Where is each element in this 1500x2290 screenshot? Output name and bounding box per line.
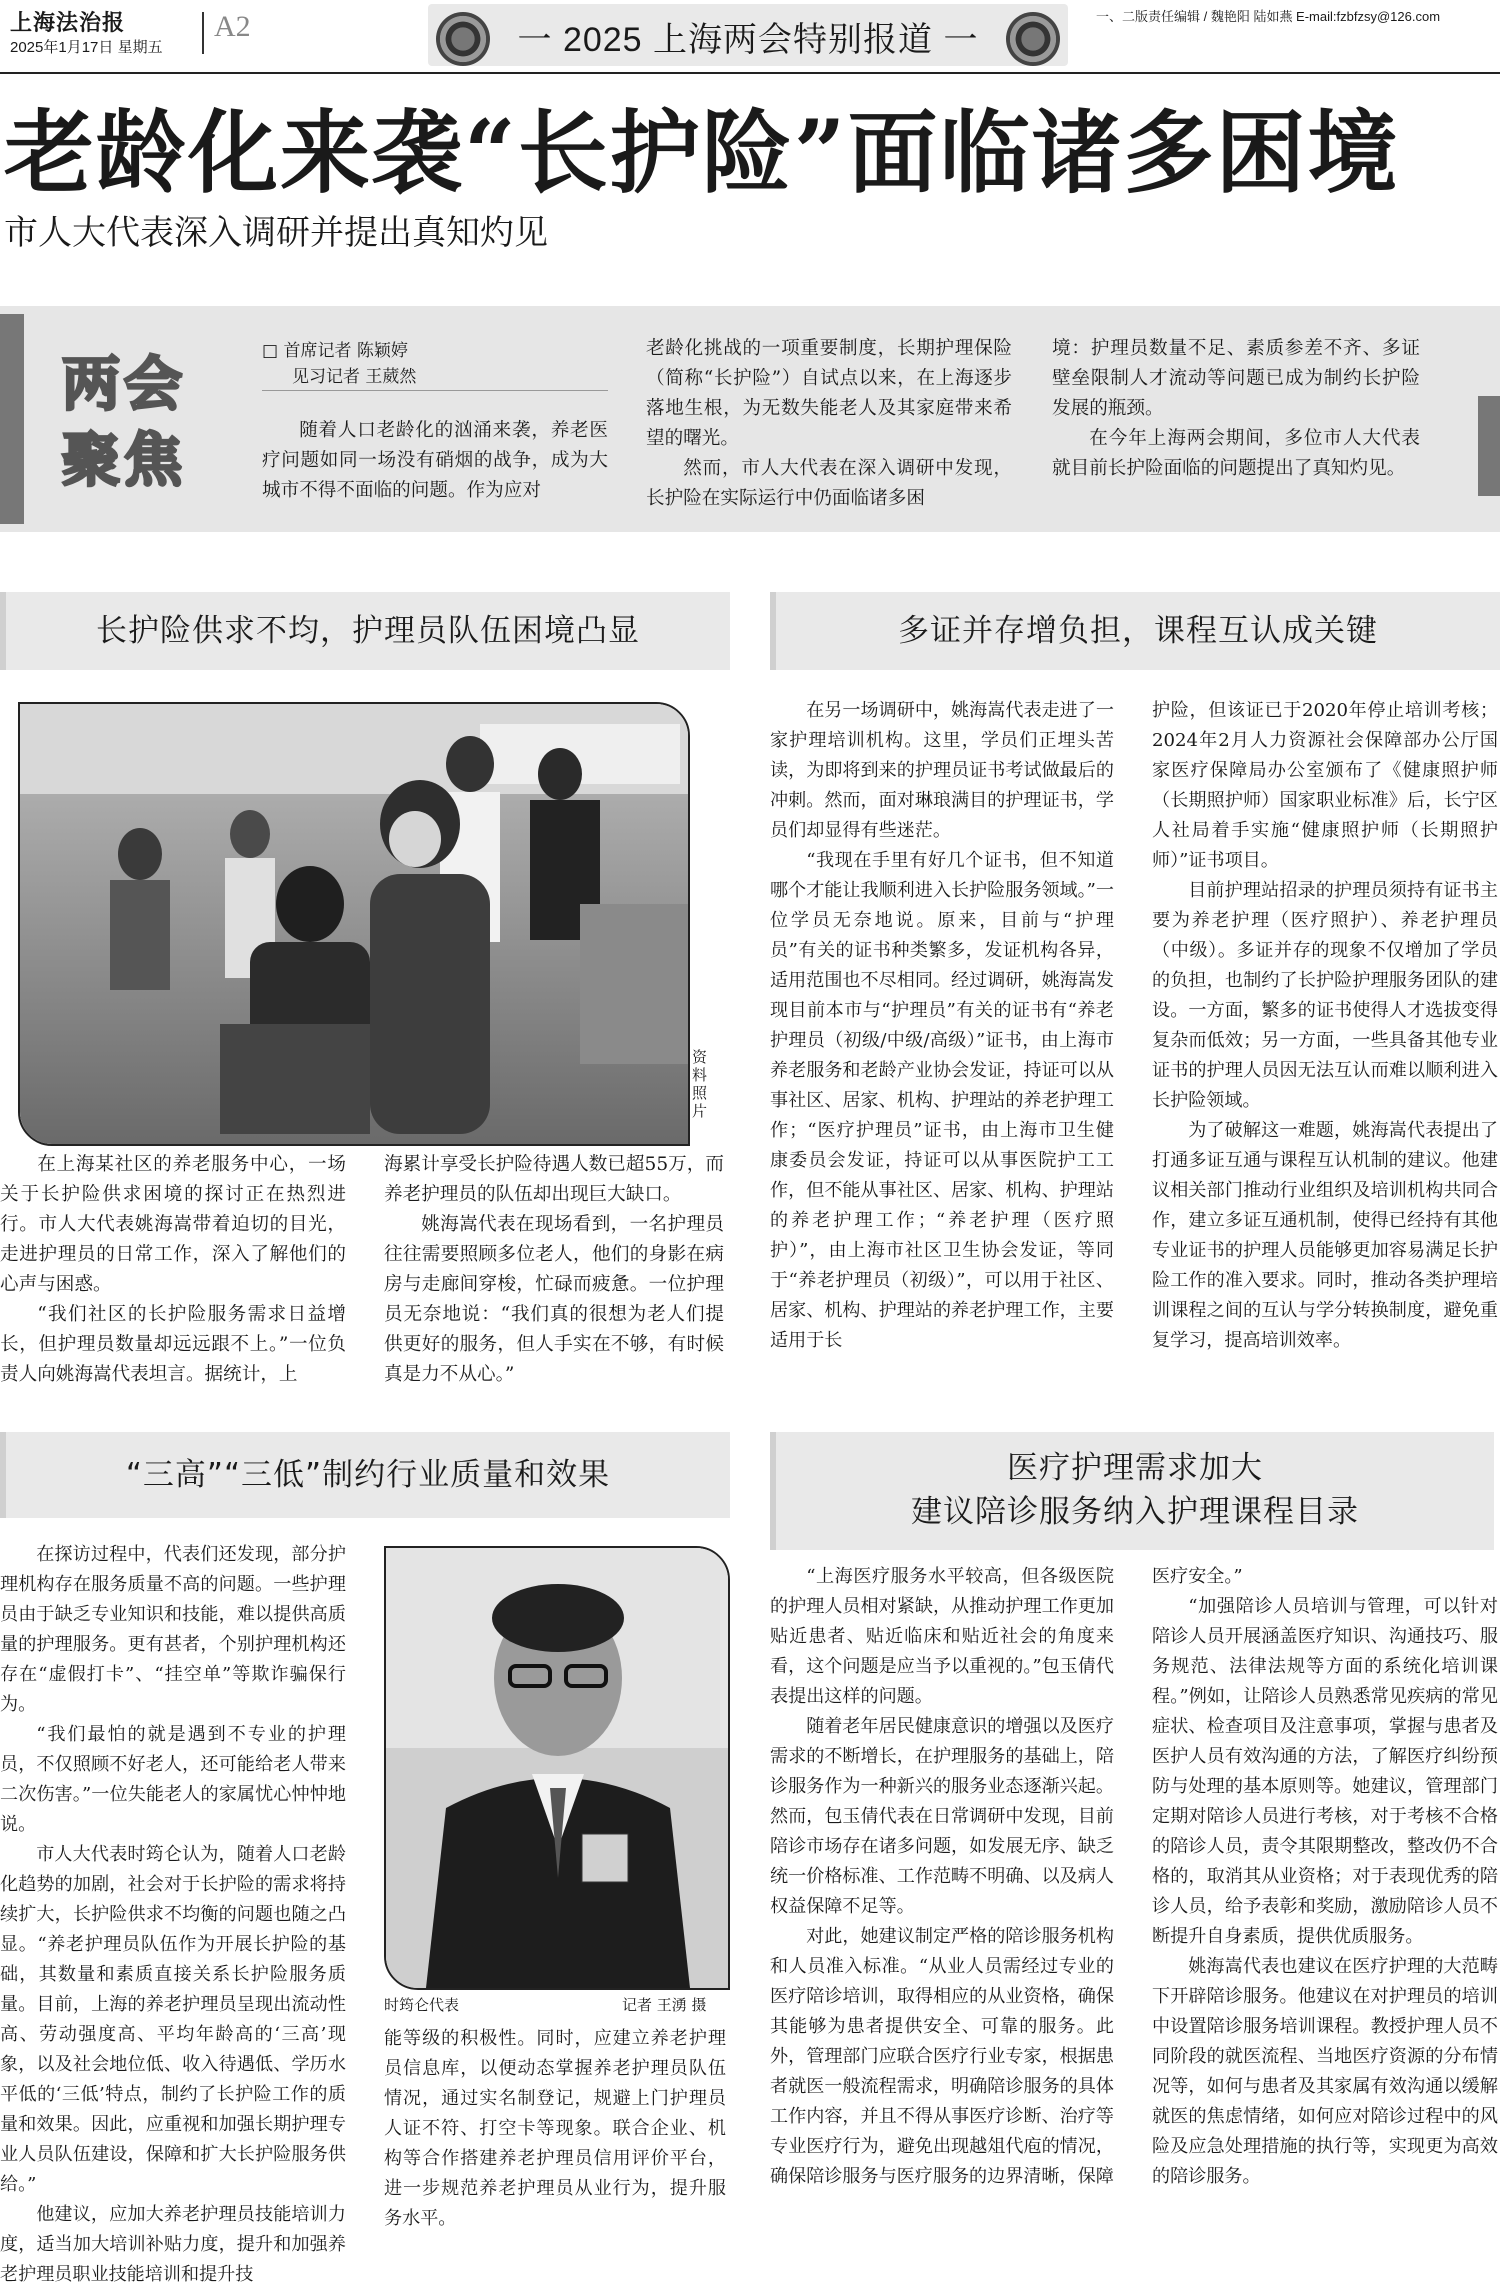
- section-1-col-1: [0, 1150, 346, 1390]
- section-4-title-line-1: 医疗护理需求加大: [1007, 1450, 1263, 1486]
- section-3-col-1: [0, 1540, 346, 2290]
- intro-col-1-text: 随着人口老龄化的汹涌来袭，养老医疗问题如同一场没有硝烟的战争，成为大城市不得不面临的问题。作为应对: [262, 420, 608, 501]
- paragraph: 能等级的积极性。同时，应建立养老护理员信息库，以便动态掌握养老护理员队伍情况，通过实名制登记，规避上门护理员人证不符、打空卡等现象。联合企业、机构等合作搭建养老护理员信用评价平台，进一步规范养老护理员从业行为，提升服务水平。: [384, 2028, 726, 2229]
- section-2-header: 多证并存增负担，课程互认成关键: [770, 592, 1500, 670]
- section-4-col-2: [1152, 1562, 1498, 2192]
- editor-credit: 一、二版责任编辑 / 魏艳阳 陆如燕 E-mail:fzbfzsy@126.com: [1096, 9, 1441, 24]
- nursing-home-photo-image: [20, 704, 688, 1144]
- headline: 老龄化来袭“长护险”面临诸多困境: [4, 100, 1400, 206]
- paragraph: 护险，但该证已于2020年停止培训考核；2024年2月人力资源社会保障部办公厅国家医疗保障局办公室颁布了《健康照护师（长期照护师）国家职业标准》后，长宁区人社局着手实施“健康照护师（长期照护师）”证书项目。: [1152, 700, 1498, 871]
- section-2-col-1: [770, 696, 1114, 1356]
- paragraph: 他建议，应加大养老护理员技能培训力度，适当加大培训补贴力度，提升和加强养老护理员职业技能培训和提升技: [0, 2204, 346, 2285]
- paragraph: “我现在手里有好几个证书，但不知道哪个才能让我顺利进入长护险服务领域。”一位学员无奈地说。原来，目前与“护理员”有关的证书种类繁多，发证机构各异，适用范围也不尽相同。经过调研，姚海嵩发现目前本市与“护理员”有关的证书有“养老护理员（初级/中级/高级）”证书，由上海市养老服务和老龄产业协会发证，持证可以从事社区、居家、机构、护理站的养老护理工作；“医疗护理员”证书，由上海市卫生健康委员会发证，持证可以从事医院护工工作，但不能从事社区、居家、机构、护理站的养老护理工作；“养老护理（医疗照护）”，由上海市社区卫生协会发证，等同于“养老护理员（初级）”，可以用于社区、居家、机构、护理站的养老护理工作，主要适用于长: [770, 850, 1114, 1351]
- court-emblem-icon: [1006, 12, 1060, 66]
- section-4-col-1: [770, 1562, 1114, 2192]
- section-badge: [62, 346, 212, 498]
- portrait-photo-image: [386, 1548, 728, 1988]
- paragraph: 随着老年居民健康意识的增强以及医疗需求的不断增长，在护理服务的基础上，陪诊服务作为一种新兴的服务业态逐渐兴起。然而，包玉倩代表在日常调研中发现，目前陪诊市场存在诸多问题，如发展无序、缺乏统一价格标准、工作范畴不明确、以及病人权益保障不足等。: [770, 1716, 1114, 1917]
- intro-col-2-text: 老龄化挑战的一项重要制度，长期护理保险（简称“长护险”）自试点以来，在上海逐步落地生根，为无数失能老人及其家庭带来希望的曙光。: [646, 338, 1012, 449]
- paragraph: 姚海嵩代表在现场看到，一名护理员往往需要照顾多位老人，他们的身影在病房与走廊间穿梭，忙碌而疲惫。一位护理员无奈地说：“我们真的很想为老人们提供更好的服务，但人手实在不够，有时候真是力不从心。”: [384, 1214, 724, 1385]
- badge-line-1: 两会: [62, 350, 187, 418]
- section-2-col-2: [1152, 696, 1498, 1356]
- badge-line-2: 聚焦: [62, 426, 187, 494]
- paragraph: 在探访过程中，代表们还发现，部分护理机构存在服务质量不高的问题。一些护理员由于缺乏专业知识和技能，难以提供高质量的护理服务。更有甚者，个别护理机构还存在“虚假打卡”、“挂空单”等欺诈骗保行为。: [0, 1544, 346, 1715]
- section-4-header: [770, 1432, 1494, 1550]
- issue-date: 2025年1月17日 星期五: [10, 39, 163, 56]
- intro-col-3-text: 境：护理员数量不足、素质参差不齐、多证壁垒限制人才流动等问题已成为制约长护险发展的瓶颈。: [1052, 338, 1420, 419]
- section-3-col-2: [384, 2024, 726, 2234]
- intro-left-bar: [0, 314, 24, 524]
- section-1-col-2: [384, 1150, 724, 1390]
- paragraph: 市人大代表时筠仑认为，随着人口老龄化趋势的加剧，社会对于长护险的需求将持续扩大，长护险供求不均衡的问题也随之凸显。“养老护理员队伍作为开展长护险的基础，其数量和素质直接关系长护险服务质量。目前，上海的养老护理员呈现出流动性高、劳动强度高、平均年龄高的‘三高’现象，以及社会地位低、收入待遇低、学历水平低的‘三低’特点，制约了长护险工作的质量和效果。因此，应重视和加强长期护理专业人员队伍建设，保障和扩大长护险服务供给。”: [0, 1844, 346, 2195]
- portrait-photo: [384, 1546, 730, 1990]
- page-number: A2: [214, 10, 251, 43]
- paragraph: 对此，她建议制定严格的陪诊服务机构和人员准入标准。“从业人员需经过专业的医疗陪诊培训，取得相应的从业资格，确保其能够为患者提供安全、可靠的服务。此外，管理部门应联合医疗行业专家，根据患者就医一般流程需求，明确陪诊服务的具体工作内容，并且不得从事医疗诊断、治疗等专业医疗行为，避免出现越俎代庖的情况，确保陪诊服务与医疗服务的边界清晰，保障: [770, 1926, 1114, 2187]
- byline-intern: 见习记者 王葳然: [292, 367, 417, 387]
- intro-col-1: [262, 416, 608, 506]
- paragraph: 目前护理站招录的护理员须持有证书主要为养老护理（医疗照护）、养老护理员（中级）。多证并存的现象不仅增加了学员的负担，也制约了长护险护理服务团队的建设。一方面，繁多的证书使得人才选拔变得复杂而低效；另一方面，一些具备其他专业证书的护理人员因无法互认而难以顺利进入长护险领域。: [1152, 880, 1498, 1111]
- intro-col-3-text-b: 在今年上海两会期间，多位市人大代表就目前长护险面临的问题提出了真知灼见。: [1052, 428, 1420, 479]
- intro-col-2-text-b: 然而，市人大代表在深入调研中发现，长护险在实际运行中仍面临诸多困: [646, 458, 1012, 509]
- national-emblem-icon: [436, 12, 490, 66]
- intro-box: [0, 306, 1500, 532]
- newspaper-logo: 上海法治报: [10, 10, 126, 36]
- nursing-home-photo: [18, 702, 690, 1146]
- paragraph: “我们社区的长护险服务需求日益增长，但护理员数量却远远跟不上。”一位负责人向姚海嵩代表坦言。据统计，上: [0, 1304, 346, 1385]
- subheadline: 市人大代表深入调研并提出真知灼见: [4, 213, 548, 253]
- intro-col-3: [1052, 334, 1420, 484]
- section-3-header: “三高”“三低”制约行业质量和效果: [0, 1432, 730, 1518]
- masthead-rule: [0, 72, 1500, 74]
- paragraph: 在另一场调研中，姚海嵩代表走进了一家护理培训机构。这里，学员们正埋头苦读，为即将到来的护理员证书考试做最后的冲刺。然而，面对琳琅满目的护理证书，学员们却显得有些迷茫。: [770, 700, 1114, 841]
- paragraph: “上海医疗服务水平较高，但各级医院的护理人员相对紧缺，从推动护理工作更加贴近患者、贴近临床和贴近社会的角度来看，这个问题是应当予以重视的。”包玉倩代表提出这样的问题。: [770, 1566, 1114, 1707]
- paragraph: “我们最怕的就是遇到不专业的护理员，不仅照顾不好老人，还可能给老人带来二次伤害。”一位失能老人的家属忧心忡忡地说。: [0, 1724, 346, 1835]
- photo-credit-vertical: 资料照片: [692, 1048, 708, 1120]
- masthead-divider: [202, 12, 204, 54]
- photo-credit: 记者 王湧 摄: [622, 1996, 707, 2014]
- byline-rule: [262, 390, 608, 391]
- paragraph: “加强陪诊人员培训与管理，可以针对陪诊人员开展涵盖医疗知识、沟通技巧、服务规范、法律法规等方面的系统化培训课程。”例如，让陪诊人员熟悉常见疾病的常见症状、检查项目及注意事项，掌握与患者及医护人员有效沟通的方法，了解医疗纠纷预防与处理的基本原则等。她建议，管理部门定期对陪诊人员进行考核，对于考核不合格的陪诊人员，责令其限期整改，整改仍不合格的，取消其从业资格；对于表现优秀的陪诊人员，给予表彰和奖励，激励陪诊人员不断提升自身素质，提供优质服务。: [1152, 1596, 1498, 1947]
- paragraph: 为了破解这一难题，姚海嵩代表提出了打通多证互通与课程互认机制的建议。他建议相关部门推动行业组织及培训机构共同合作，建立多证互通机制，使得已经持有其他专业证书的护理人员能够更加容易满足长护险工作的准入要求。同时，推动各类护理培训课程之间的互认与学分转换制度，避免重复学习，提高培训效率。: [1152, 1120, 1498, 1351]
- paragraph: 姚海嵩代表也建议在医疗护理的大范畴下开辟陪诊服务。他建议在对护理员的培训中设置陪诊服务培训课程。教授护理人员不同阶段的就医流程、当地医疗资源的分布情况等，如何与患者及其家属有效沟通以缓解就医的焦虑情绪，如何应对陪诊过程中的风险及应急处理措施的执行等，实现更为高效的陪诊服务。: [1152, 1956, 1498, 2187]
- intro-right-bar: [1478, 396, 1500, 496]
- byline-chief: □ 首席记者 陈颖婷: [262, 341, 408, 361]
- paragraph: 海累计享受长护险待遇人数已超55万，而养老护理员的队伍却出现巨大缺口。: [384, 1154, 724, 1205]
- paragraph: 在上海某社区的养老服务中心，一场关于长护险供求困境的探讨正在热烈进行。市人大代表姚海嵩带着迫切的目光，走进护理员的日常工作，深入了解他们的心声与困惑。: [0, 1154, 346, 1295]
- banner-title: 一 2025 上海两会特别报道 一: [517, 21, 979, 59]
- photo-caption: 时筠仑代表: [384, 1996, 460, 2014]
- section-1-header: 长护险供求不均，护理员队伍困境凸显: [0, 592, 730, 670]
- intro-col-2: [646, 334, 1012, 514]
- special-report-banner: [428, 4, 1068, 66]
- paragraph: 医疗安全。”: [1152, 1566, 1243, 1587]
- section-4-title-line-2: 建议陪诊服务纳入护理课程目录: [911, 1494, 1359, 1530]
